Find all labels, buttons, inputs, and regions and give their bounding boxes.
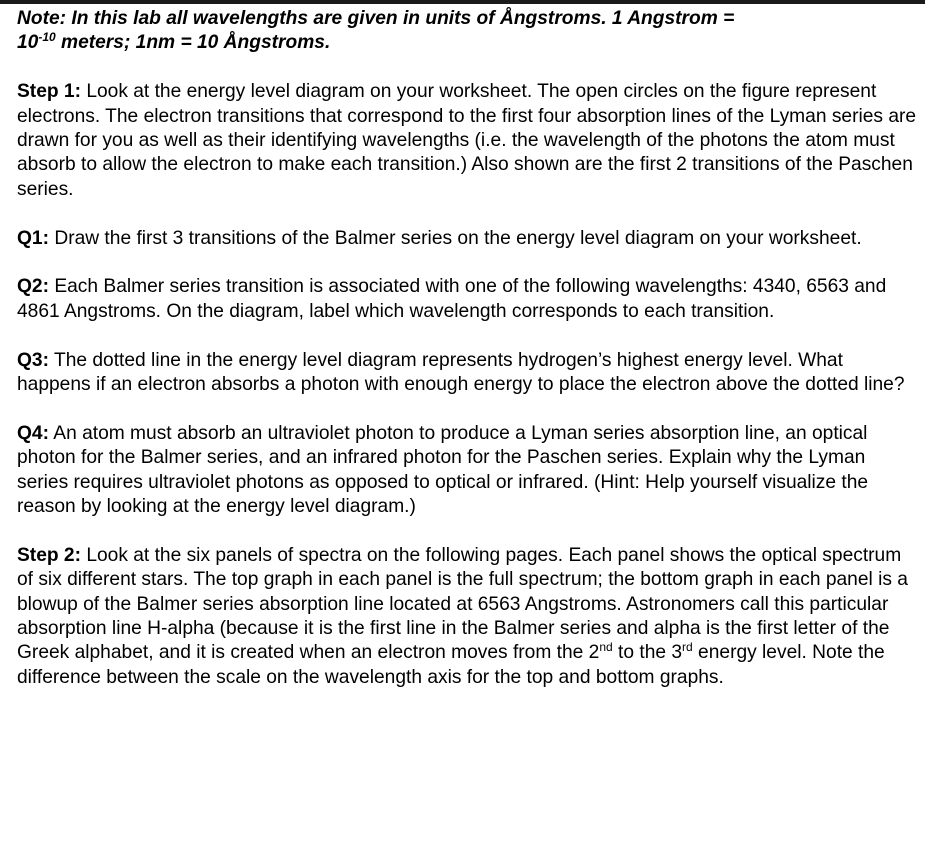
step-2-superscript-nd: nd — [599, 640, 613, 655]
step-1-label: Step 1: — [17, 81, 81, 103]
question-3-label: Q3: — [17, 349, 49, 371]
units-note-exponent: -10 — [38, 30, 56, 45]
step-2-text-a: Look at the six panels of spectra on the following pages. Each panel shows the optical spectrum of six different stars. The top graph in each panel is the full spectrum; the bottom graph in each panel is a blowup of the Balmer series absorption line located at 6563 Angstroms. Astronomers call this particular absorption line H-alpha (because it is the first line in the Balmer series and alpha is the first letter of the Greek alphabet, and it is created when an electron moves from the 2 — [17, 544, 908, 664]
question-2-paragraph — [17, 275, 917, 324]
step-2-superscript-rd: rd — [682, 640, 693, 655]
question-1-label: Q1: — [17, 227, 49, 249]
document-body — [17, 7, 917, 715]
question-4-label: Q4: — [17, 422, 49, 444]
question-3-text: The dotted line in the energy level diagram represents hydrogen’s highest energy level. What happens if an electron absorbs a photon with enough energy to place the electron above the dotted line? — [17, 349, 905, 396]
question-4-text: An atom must absorb an ultraviolet photon to produce a Lyman series absorption line, an optical photon for the Balmer series, and an infrared photon for the Paschen series. Explain why the Lyman series requires ultraviolet photons as opposed to optical or infrared. (Hint: Help yourself visualize the reason by looking at the energy level diagram.) — [17, 422, 869, 518]
step-1-text: Look at the energy level diagram on your worksheet. The open circles on the figure represent electrons. The electron transitions that correspond to the first four absorption lines of the Lyman series are drawn for you as well as their identifying wavelengths (i.e. the wavelength of the photons the atom must absorb to allow the electron to make each transition.) Also shown are the first 2 transitions of the Paschen series. — [17, 81, 917, 200]
step-2-paragraph — [17, 544, 917, 690]
step-2-text-c: energy level. Note the difference between the scale on the wavelength axis for the top and bottom graphs. — [17, 642, 885, 688]
units-note — [17, 7, 917, 56]
question-1-text: Draw the first 3 transitions of the Balmer series on the energy level diagram on your worksheet. — [49, 227, 862, 249]
question-4-paragraph — [17, 422, 917, 520]
step-2-text-b: to the 3 — [612, 642, 683, 664]
step-1-paragraph — [17, 80, 917, 202]
units-note-text-2: meters; 1nm = 10 Ångstroms. — [55, 32, 331, 54]
question-2-label: Q2: — [17, 276, 49, 298]
question-3-paragraph — [17, 349, 917, 398]
units-note-text-1: Note: In this lab all wavelengths are given in units of Ångstroms. 1 Angstrom = — [17, 8, 735, 29]
step-2-label: Step 2: — [17, 544, 81, 566]
units-note-exponent-base: 10 — [17, 32, 39, 54]
top-border — [0, 0, 925, 4]
question-1-paragraph — [17, 227, 917, 251]
question-2-text: Each Balmer series transition is associated with one of the following wavelengths: 4340, 6563 and 4861 Angstroms. On the diagram, label which wavelength corresponds to each transition. — [17, 276, 887, 322]
